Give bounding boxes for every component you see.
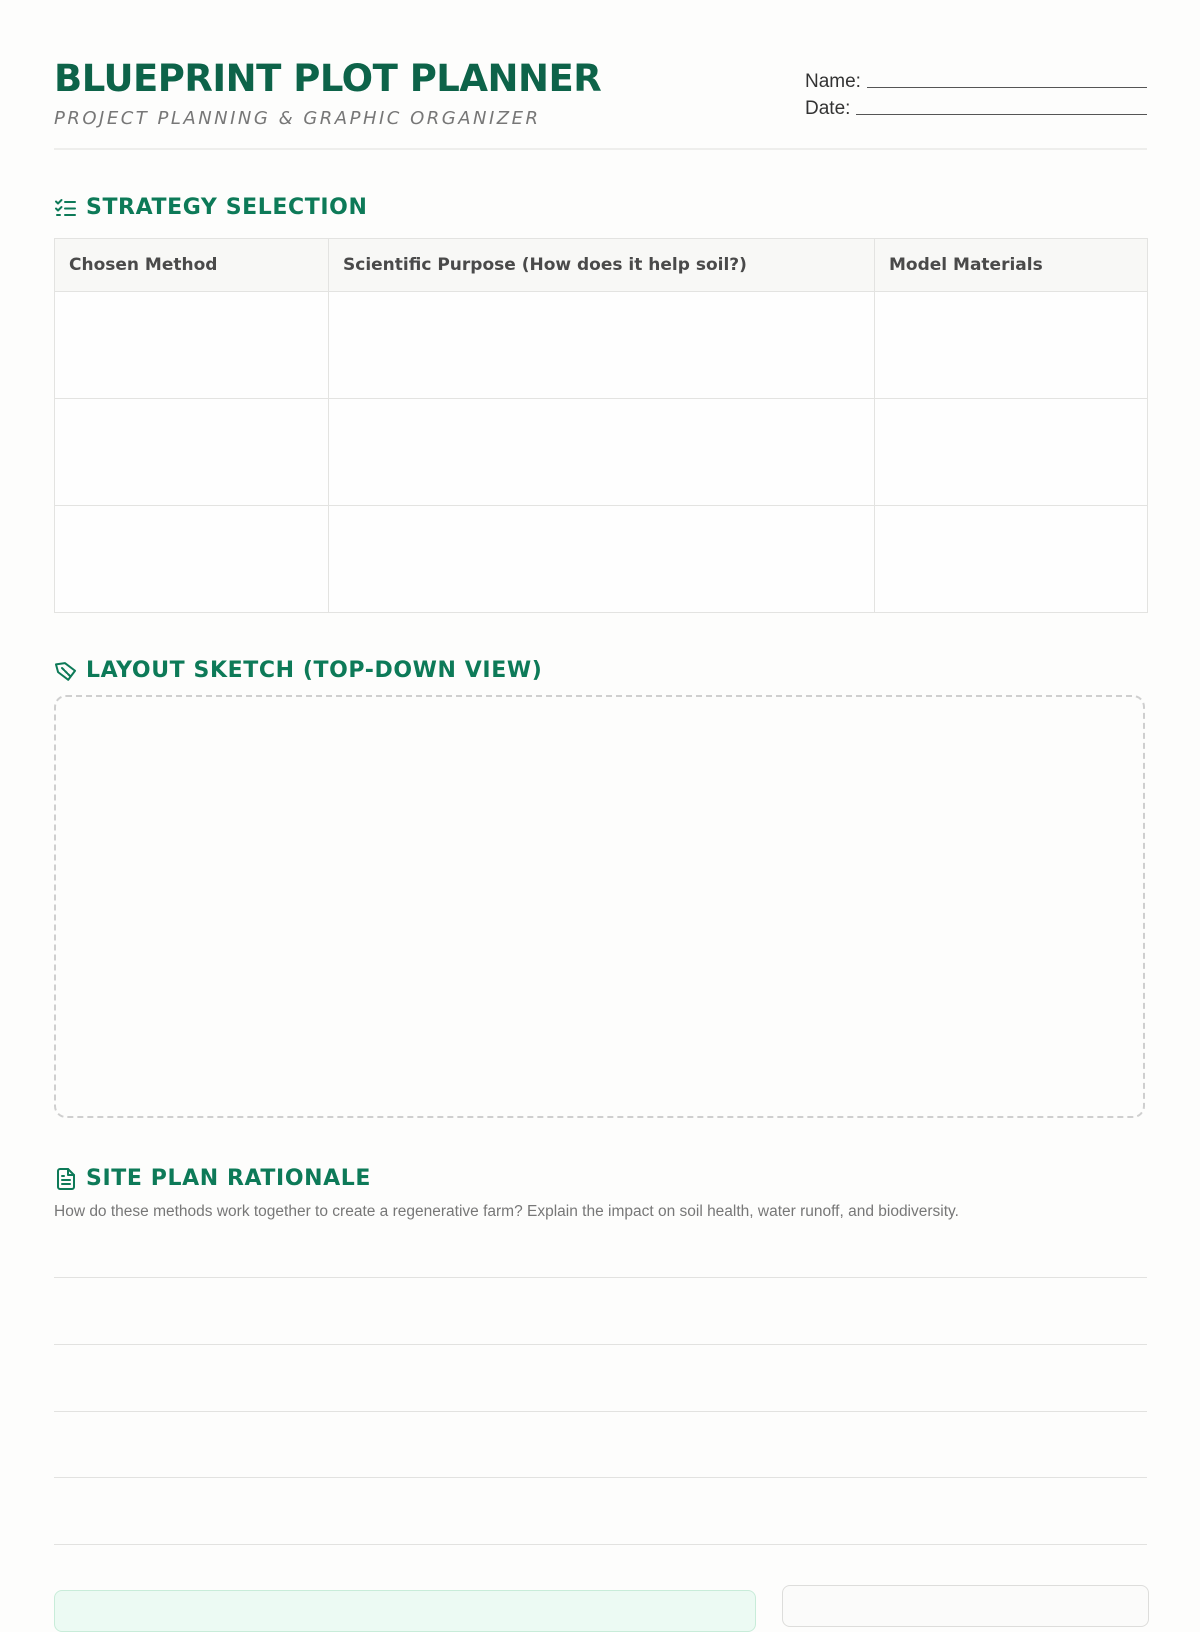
table-row — [55, 506, 1148, 613]
document-icon — [54, 1167, 78, 1191]
worksheet-header — [54, 56, 1147, 150]
materials-cell[interactable] — [875, 399, 1148, 506]
name-label: Name: — [805, 71, 861, 92]
table-row — [55, 399, 1148, 506]
writing-line[interactable] — [54, 1411, 1147, 1412]
method-cell[interactable] — [55, 506, 329, 613]
purpose-cell[interactable] — [329, 399, 875, 506]
page-subtitle: PROJECT PLANNING & GRAPHIC ORGANIZER — [54, 108, 541, 129]
column-header-scientific-purpose: Scientific Purpose (How does it help soil?) — [329, 239, 875, 292]
sketch-section-heading — [54, 658, 542, 683]
column-header-model-materials: Model Materials — [875, 239, 1148, 292]
writing-line[interactable] — [54, 1277, 1147, 1278]
writing-line[interactable] — [54, 1477, 1147, 1478]
purpose-cell[interactable] — [329, 506, 875, 613]
rationale-section-heading — [54, 1166, 371, 1191]
date-field[interactable] — [856, 114, 1147, 115]
table-header-row — [55, 239, 1148, 292]
writing-line[interactable] — [54, 1544, 1147, 1545]
date-label: Date: — [805, 98, 851, 119]
materials-cell[interactable] — [875, 506, 1148, 613]
strategy-table — [54, 238, 1148, 613]
method-cell[interactable] — [55, 399, 329, 506]
method-cell[interactable] — [55, 292, 329, 399]
worksheet-page — [54, 0, 1147, 1600]
rationale-heading-text: SITE PLAN RATIONALE — [86, 1166, 372, 1191]
strategy-heading-text: STRATEGY SELECTION — [86, 195, 368, 220]
checklist-icon — [54, 196, 78, 220]
strategy-section-heading — [54, 195, 367, 220]
bottom-callout-box — [54, 1590, 756, 1632]
name-field[interactable] — [867, 87, 1147, 88]
column-header-chosen-method: Chosen Method — [55, 239, 329, 292]
writing-line[interactable] — [54, 1344, 1147, 1345]
name-row — [805, 66, 1147, 93]
sketch-area[interactable] — [54, 695, 1145, 1118]
materials-cell[interactable] — [875, 292, 1148, 399]
pencil-ruler-icon — [54, 659, 78, 683]
bottom-side-box — [782, 1585, 1149, 1627]
page-title: BLUEPRINT PLOT PLANNER — [54, 57, 602, 100]
table-row — [55, 292, 1148, 399]
rationale-prompt: How do these methods work together to create a regenerative farm? Explain the impact on soil health, water runoff, and biodiversity. — [54, 1203, 959, 1220]
date-row — [805, 93, 1147, 120]
sketch-heading-text: LAYOUT SKETCH (TOP-DOWN VIEW) — [86, 658, 543, 683]
student-info — [805, 66, 1147, 120]
purpose-cell[interactable] — [329, 292, 875, 399]
